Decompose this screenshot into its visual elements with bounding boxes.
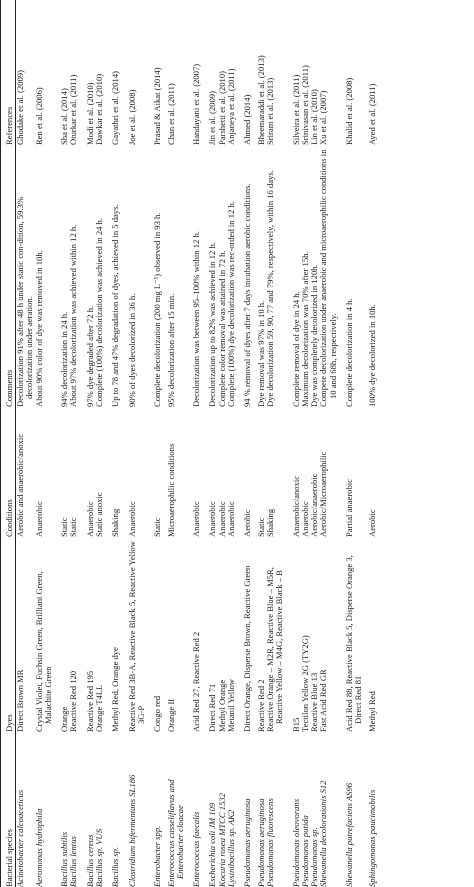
table-row: [163, 0, 186, 887]
cell-dyes: Fast Acid Red GR: [318, 669, 329, 732]
cell-species: Enterobacter spp.: [152, 825, 163, 887]
cell-references: Chan et al. (2011): [165, 83, 176, 145]
table-row: [266, 0, 285, 887]
cell-dyes: Methyl Red: [366, 691, 377, 732]
table-row: [79, 0, 95, 887]
cell-references: Dawkar et al. (2010): [94, 73, 105, 145]
cell-species: Bacillus subtilis: [59, 831, 70, 887]
cell-comments: 94% decolorization in 24 h.: [59, 311, 70, 407]
cell-conditions: Anaerobic: [126, 501, 137, 537]
cell-references: Gayathri et al. (2014): [110, 71, 121, 145]
cell-comments: Dye removal was 97% in 10 h.: [255, 300, 266, 407]
cell-dyes: Orange: [59, 706, 70, 732]
cell-species: Kocuria rosea MTCC 1532: [216, 793, 227, 887]
cell-species: Pseudomonas sp.: [309, 827, 320, 887]
table-header: [1, 0, 16, 887]
cell-dyes: Orange T4LL: [94, 684, 105, 732]
table-row: [319, 0, 338, 887]
cell-conditions: Anaerobic: [191, 501, 202, 537]
cell-comments: Decolorization was between 95–100% within 12 h.: [191, 231, 202, 407]
table-row: [53, 0, 69, 887]
cell-references: Joe et al. (2008): [126, 89, 137, 145]
cell-species: Pseudomonas aeruginosa: [255, 798, 266, 887]
cell-conditions: Anaerobic: [207, 501, 218, 537]
table-row: [253, 0, 266, 887]
table-row: [364, 0, 377, 887]
cell-conditions: Aerobic/anaerobic: [309, 473, 320, 537]
cell-species: Lysinibacillus sp. AK2: [226, 809, 237, 887]
cell-comments: Complete removal of dye in 24 h.: [290, 291, 301, 407]
cell-comments: Maximum decolorization was 70% after 15h.: [299, 251, 310, 407]
cell-conditions: Aerobic/Microaerophilic: [318, 451, 329, 537]
table-row: [201, 0, 217, 887]
cell-conditions: Aerobic and anaerobic/anoxic: [15, 433, 25, 537]
cell-dyes: Congo red: [152, 695, 163, 732]
cell-species: Sphingomonas paucimobilis: [366, 789, 377, 887]
table-row: [16, 0, 35, 887]
cell-references: Modi et al. (2010): [84, 82, 95, 145]
cell-comments: 97% dye degraded after 72 h.: [84, 305, 95, 407]
cell-conditions: Anaerobic/anoxic: [290, 475, 301, 537]
cell-comments: Complete (100%) dye decolorization was rec-orded in 12 h.: [226, 201, 237, 407]
header-references: References: [3, 106, 14, 145]
cell-dyes: Direct Brown MR: [15, 669, 25, 732]
cell-comments: 90% of dyes decolorized in 36 h.: [126, 293, 137, 407]
cell-dyes: Reactive Red 3B-A, Reactive Black 5, Reactive Yellow 3G-P: [126, 541, 146, 732]
cell-references: Parshetti et al. (2010): [216, 71, 227, 145]
cell-references: Lin et al. (2010): [309, 89, 320, 145]
cell-comments: 94 % removal of dyes after 7 days incubation aerobic conditions.: [242, 183, 253, 407]
cell-references: Ren et al. (2006): [33, 87, 44, 145]
cell-species: Bacillus sp. VUS: [94, 828, 105, 887]
table-row: [95, 0, 104, 887]
cell-references: Ahmed (2014): [242, 94, 253, 145]
cell-comments: 95% decolorization after 15 min.: [165, 293, 176, 407]
cell-references: Khalid et al. (2008): [344, 77, 355, 145]
cell-species: Acinetobacter calcoaceticus: [15, 789, 25, 887]
cell-species: Pseudomonas putida: [299, 815, 310, 887]
cell-species: Enterococcus casseliflavus and Enterobacter cloacae: [165, 779, 185, 887]
cell-dyes: Methyl Red, Orange dye: [110, 647, 121, 732]
table-row: [227, 0, 236, 887]
cell-species: Bacillus cereus: [84, 834, 95, 887]
header-species: Bacterial species: [3, 829, 14, 887]
cell-comments: Complete color removal was attained in 72 h.: [216, 250, 227, 407]
cell-species: Shewanella putrefaciens AS96: [344, 782, 355, 887]
cell-conditions: Shaking: [264, 508, 275, 537]
cell-dyes: Tectilon Yellow 2G (TY2G): [299, 635, 310, 732]
cell-conditions: Anaerobic: [226, 501, 237, 537]
cell-references: Ayed et al. (2011): [366, 83, 377, 145]
cell-references: Bheemaraddi et al. (2013): [255, 55, 266, 145]
cell-references: Xu et al. (2007): [318, 90, 329, 145]
cell-dyes: B15: [290, 717, 301, 732]
cell-comments: Dye was completely decolorized in 120h.: [309, 264, 320, 407]
cell-dyes: Methyl Orange: [216, 679, 227, 732]
header-dyes: Dyes: [3, 714, 14, 732]
table-row: [35, 0, 54, 887]
cell-comments: About 97% decolorization was achieved within 12 h.: [68, 224, 79, 407]
cell-conditions: Partial anaerobic: [344, 479, 355, 537]
cell-dyes: Reactive Red 120: [68, 670, 79, 732]
table-row: [185, 0, 201, 887]
table-row: [69, 0, 78, 887]
cell-conditions: Microaerophilic conditions: [165, 443, 176, 537]
cell-comments: Decolorization 91% after 48 h under static con-dition, 59.3% decolorization under aeration.: [15, 196, 35, 407]
cell-comments: Decolorization up to 82% was achieved in 12 h.: [207, 242, 218, 407]
cell-conditions: Aerobic: [366, 509, 377, 537]
cell-dyes: Reactive Orange – M2R, Reactive Blue – M5R, Reactive Yellow – M4G, Reactive Black – B: [264, 567, 285, 732]
cell-species: Pseudomonas fluorescens: [264, 798, 275, 887]
cell-conditions: Anaerobic: [216, 501, 227, 537]
cell-species: Bacillus sp.: [110, 846, 121, 887]
cell-dyes: Direct Red 71: [207, 683, 218, 732]
cell-references: Handayani et al. (2007): [191, 63, 202, 145]
cell-dyes: Acid Red 27, Reactive Red 2: [191, 631, 202, 732]
cell-dyes: Reactive Red 195: [84, 670, 95, 732]
cell-dyes: Reactive Blue 13: [309, 672, 320, 732]
table-body: [16, 0, 377, 887]
cell-dyes: Orange II: [165, 698, 176, 732]
cell-references: Ghodake et al. (2009): [15, 70, 25, 145]
cell-conditions: Anaerobic: [84, 501, 95, 537]
cell-conditions: Static: [152, 517, 163, 537]
cell-species: Escherichia coli JM 109: [207, 802, 218, 887]
cell-species: Aeromonas hydrophila: [33, 808, 44, 887]
cell-references: Prasad & Aikat (2014): [152, 67, 163, 145]
cell-conditions: Anaerobic: [299, 501, 310, 537]
table-row: [338, 0, 364, 887]
cell-references: Silveira et al. (2011): [290, 74, 301, 145]
cell-conditions: Static: [255, 517, 266, 537]
cell-dyes: Direct Orange, Disperse Brown, Reactive Green: [242, 565, 253, 732]
cell-conditions: Static anoxic: [94, 492, 105, 537]
cell-comments: Complete (100%) decolorization was achieved in 24 h.: [94, 217, 105, 407]
cell-references: Srinivasan et al. (2011): [299, 65, 310, 145]
table-row: [121, 0, 147, 887]
cell-species: Shewanella decolorationis S12: [318, 780, 329, 887]
cell-conditions: Static: [68, 517, 79, 537]
cell-dyes: Crystal Violet, Fuchsin Green, Brilliant Green, Malachite Green: [33, 571, 53, 732]
cell-species: Pseudomonas oleovorans: [290, 798, 301, 887]
table-row: [236, 0, 252, 887]
cell-comments: Compete decolorization under anaerobic and microaerophilic conditions in 10 and 68h, respectively.: [318, 149, 338, 407]
cell-comments: Dye decolorization 59, 90, 77 and 79%, respectively, within 16 days.: [264, 170, 275, 407]
cell-conditions: Aerobic: [242, 509, 253, 537]
cell-references: Oturkar et al. (2011): [68, 74, 79, 145]
cell-references: Anjaneya et al. (2011): [226, 68, 237, 145]
cell-references: Sha et al. (2014): [59, 88, 70, 145]
header-comments: Comments: [3, 369, 14, 407]
cell-references: Sriram et al. (2013): [264, 77, 275, 145]
cell-species: Clostridium bifermentans SL186: [126, 774, 137, 887]
cell-comments: Complete decolorization (200 mg L⁻¹) observed in 93 h.: [152, 212, 163, 407]
cell-conditions: Shaking: [110, 508, 121, 537]
cell-dyes: Metanil Yellow: [226, 679, 237, 732]
cell-dyes: Acid Red 88, Reactive Black 5, Disperse Orange 3, Direct Red 81: [344, 555, 364, 732]
cell-species: Pseudomonas aeruginosa: [242, 798, 253, 887]
cell-references: Jin et al. (2009): [207, 91, 218, 145]
table-row: [146, 0, 162, 887]
header-conditions: Conditions: [3, 499, 14, 537]
cell-comments: About 90% color of dye was removed in 10h.: [33, 250, 44, 407]
cell-comments: Complete decolorization in 4 h.: [344, 298, 355, 407]
cell-comments: Up to 78 and 47% degradation of dyes, achieved in 5 days.: [110, 204, 121, 407]
cell-dyes: Reactive Red 2: [255, 679, 266, 732]
cell-conditions: Static: [59, 517, 70, 537]
table-row: [285, 0, 301, 887]
cell-species: Enterococcus faecalis: [191, 811, 202, 887]
cell-conditions: Anaerobic: [33, 501, 44, 537]
cell-comments: 100% dye decolorized in 10h.: [366, 304, 377, 407]
table-row: [104, 0, 120, 887]
cell-species: Bacillus lentus: [68, 836, 79, 887]
